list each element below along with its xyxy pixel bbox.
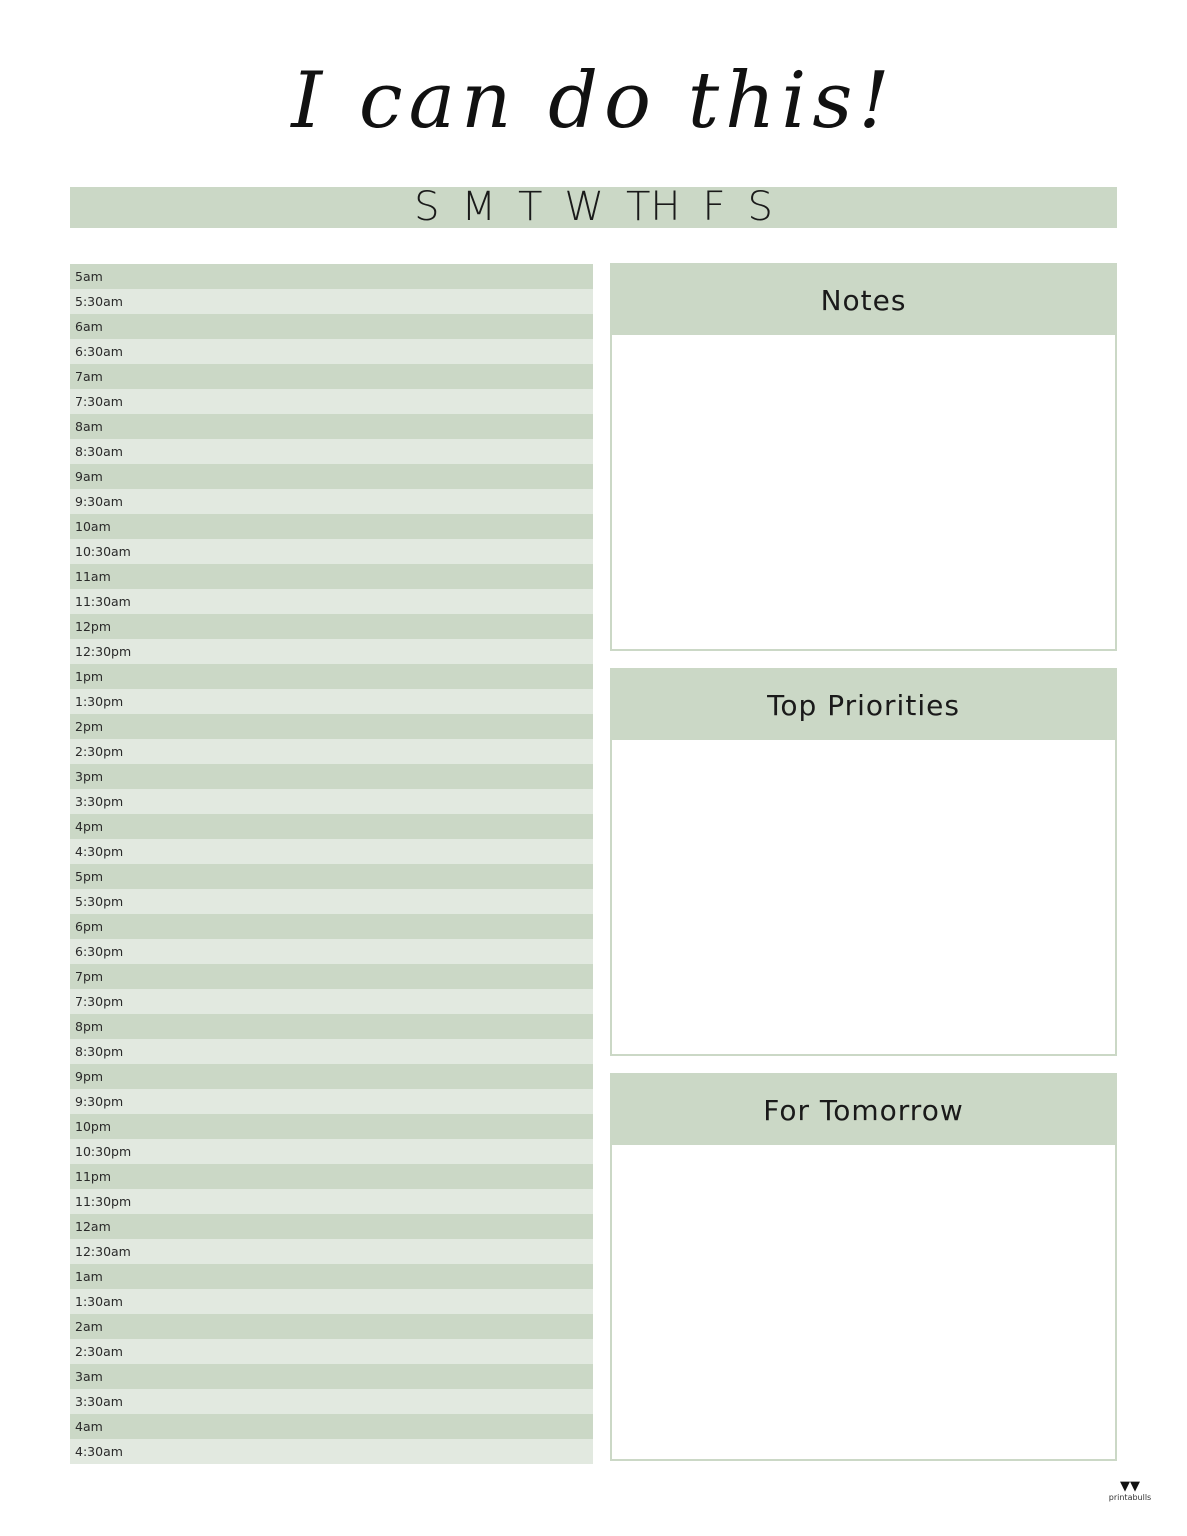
- time-slot-label: 3pm: [75, 769, 104, 784]
- time-slot-label: 1:30am: [75, 1294, 123, 1309]
- time-slot[interactable]: [70, 1064, 593, 1089]
- time-slot-label: 9:30am: [75, 494, 123, 509]
- time-slot[interactable]: [70, 364, 593, 389]
- french-bulldog-icon: ▼▼: [1120, 1479, 1140, 1494]
- for-tomorrow-header: For Tomorrow: [612, 1075, 1115, 1145]
- time-slot[interactable]: [70, 889, 593, 914]
- time-slot-label: 6am: [75, 319, 103, 334]
- time-slot-label: 6pm: [75, 919, 104, 934]
- time-slot-label: 2pm: [75, 719, 104, 734]
- time-slot-label: 4:30am: [75, 1444, 123, 1459]
- time-slot-label: 10:30am: [75, 544, 131, 559]
- time-slot-label: 5pm: [75, 869, 104, 884]
- top-priorities-box[interactable]: [610, 668, 1117, 1056]
- day-monday[interactable]: M: [461, 184, 496, 230]
- time-slot-label: 4am: [75, 1419, 103, 1434]
- time-slot-label: 10:30pm: [75, 1144, 132, 1159]
- time-slot[interactable]: [70, 1314, 593, 1339]
- time-slot[interactable]: [70, 314, 593, 339]
- time-slot[interactable]: [70, 1339, 593, 1364]
- time-slot-label: 2:30pm: [75, 744, 124, 759]
- time-slot-label: 8:30pm: [75, 1044, 124, 1059]
- time-slot[interactable]: [70, 1364, 593, 1389]
- time-slot[interactable]: [70, 739, 593, 764]
- time-slot-label: 3:30pm: [75, 794, 124, 809]
- time-slot-label: 11:30pm: [75, 1194, 132, 1209]
- time-slot[interactable]: [70, 1239, 593, 1264]
- day-sunday[interactable]: S: [414, 184, 440, 230]
- time-slot[interactable]: [70, 1189, 593, 1214]
- time-slot[interactable]: [70, 1114, 593, 1139]
- day-thursday[interactable]: TH: [625, 184, 681, 230]
- time-slot[interactable]: [70, 464, 593, 489]
- time-slot-label: 8:30am: [75, 444, 123, 459]
- logo-text: printabulls: [1108, 1493, 1152, 1502]
- time-slot[interactable]: [70, 1164, 593, 1189]
- time-slot-label: 9:30pm: [75, 1094, 124, 1109]
- time-slot-label: 1am: [75, 1269, 103, 1284]
- time-slot-label: 10am: [75, 519, 111, 534]
- time-slot[interactable]: [70, 764, 593, 789]
- time-slot[interactable]: [70, 714, 593, 739]
- day-friday[interactable]: F: [702, 184, 726, 230]
- time-slot[interactable]: [70, 1139, 593, 1164]
- time-slot-label: 12am: [75, 1219, 111, 1234]
- time-slot-label: 4:30pm: [75, 844, 124, 859]
- time-slot[interactable]: [70, 1439, 593, 1464]
- time-slot-label: 4pm: [75, 819, 104, 834]
- time-slot[interactable]: [70, 439, 593, 464]
- time-slot[interactable]: [70, 589, 593, 614]
- time-slot-label: 12pm: [75, 619, 112, 634]
- time-slot[interactable]: [70, 1089, 593, 1114]
- day-tuesday[interactable]: T: [517, 184, 543, 230]
- time-slot-label: 2:30am: [75, 1344, 123, 1359]
- time-slot-label: 12:30pm: [75, 644, 132, 659]
- time-slot-label: 3:30am: [75, 1394, 123, 1409]
- time-slot[interactable]: [70, 864, 593, 889]
- time-slot[interactable]: [70, 289, 593, 314]
- time-slot[interactable]: [70, 264, 593, 289]
- time-slot-label: 8pm: [75, 1019, 104, 1034]
- time-slot-label: 9pm: [75, 1069, 104, 1084]
- time-slot-label: 2am: [75, 1319, 103, 1334]
- time-slot[interactable]: [70, 539, 593, 564]
- notes-header: Notes: [612, 265, 1115, 335]
- hourly-schedule: [70, 264, 593, 1464]
- time-slot[interactable]: [70, 839, 593, 864]
- time-slot[interactable]: [70, 339, 593, 364]
- for-tomorrow-box[interactable]: [610, 1073, 1117, 1461]
- weekday-bar: [70, 184, 1117, 230]
- time-slot[interactable]: [70, 939, 593, 964]
- time-slot-label: 12:30am: [75, 1244, 131, 1259]
- page-title: I can do this!: [291, 56, 896, 146]
- time-slot[interactable]: [70, 689, 593, 714]
- time-slot[interactable]: [70, 614, 593, 639]
- time-slot[interactable]: [70, 914, 593, 939]
- time-slot[interactable]: [70, 1389, 593, 1414]
- top-priorities-header: Top Priorities: [612, 670, 1115, 740]
- day-wednesday[interactable]: W: [564, 184, 604, 230]
- time-slot-label: 5:30am: [75, 294, 123, 309]
- notes-box[interactable]: [610, 263, 1117, 651]
- time-slot-label: 1pm: [75, 669, 104, 684]
- time-slot[interactable]: [70, 489, 593, 514]
- time-slot-label: 9am: [75, 469, 103, 484]
- time-slot-label: 5am: [75, 269, 103, 284]
- time-slot-label: 7am: [75, 369, 103, 384]
- time-slot[interactable]: [70, 639, 593, 664]
- time-slot-label: 6:30am: [75, 344, 123, 359]
- time-slot[interactable]: [70, 1214, 593, 1239]
- day-saturday[interactable]: S: [747, 184, 773, 230]
- time-slot-label: 8am: [75, 419, 103, 434]
- time-slot[interactable]: [70, 964, 593, 989]
- time-slot-label: 11am: [75, 569, 111, 584]
- time-slot[interactable]: [70, 1264, 593, 1289]
- time-slot[interactable]: [70, 1289, 593, 1314]
- time-slot[interactable]: [70, 789, 593, 814]
- time-slot[interactable]: [70, 814, 593, 839]
- time-slot-label: 11:30am: [75, 594, 131, 609]
- time-slot[interactable]: [70, 1414, 593, 1439]
- time-slot[interactable]: [70, 664, 593, 689]
- time-slot[interactable]: [70, 389, 593, 414]
- time-slot[interactable]: [70, 514, 593, 539]
- time-slot[interactable]: [70, 564, 593, 589]
- time-slot-label: 1:30pm: [75, 694, 124, 709]
- printabulls-logo: [1105, 1480, 1155, 1502]
- time-slot-label: 3am: [75, 1369, 103, 1384]
- time-slot[interactable]: [70, 1039, 593, 1064]
- time-slot-label: 6:30pm: [75, 944, 124, 959]
- time-slot-label: 5:30pm: [75, 894, 124, 909]
- time-slot-label: 11pm: [75, 1169, 112, 1184]
- time-slot[interactable]: [70, 1014, 593, 1039]
- time-slot-label: 7pm: [75, 969, 104, 984]
- time-slot[interactable]: [70, 414, 593, 439]
- time-slot-label: 10pm: [75, 1119, 112, 1134]
- time-slot[interactable]: [70, 989, 593, 1014]
- time-slot-label: 7:30pm: [75, 994, 124, 1009]
- time-slot-label: 7:30am: [75, 394, 123, 409]
